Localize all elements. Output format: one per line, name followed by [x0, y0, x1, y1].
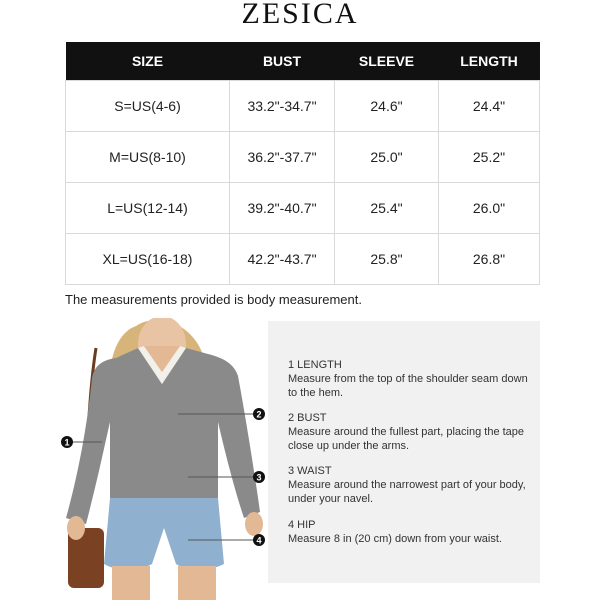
- guide-item-waist: [288, 464, 528, 506]
- table-row: [66, 132, 540, 183]
- table-row: [66, 183, 540, 234]
- cell-sleeve: 25.4": [335, 183, 439, 234]
- right-hand: [245, 512, 263, 536]
- cell-sleeve: 24.6": [335, 81, 439, 132]
- guide-desc: Measure around the fullest part, placing the tape close up under the arms.: [288, 426, 525, 452]
- guide-desc: Measure 8 in (20 cm) down from your waist.: [288, 533, 502, 545]
- cell-size: L=US(12-14): [66, 183, 230, 234]
- header-size: SIZE: [66, 42, 230, 81]
- guide-item-length: [288, 358, 528, 400]
- cell-length: 25.2": [439, 132, 540, 183]
- cell-bust: 39.2"-40.7": [230, 183, 335, 234]
- guide-desc: Measure around the narrowest part of your body, under your navel.: [288, 479, 526, 505]
- size-chart-table: [65, 42, 540, 285]
- header-sleeve: SLEEVE: [335, 42, 439, 81]
- marker-1-label: 1: [64, 437, 70, 448]
- table-header-row: [66, 42, 540, 81]
- cell-size: S=US(4-6): [66, 81, 230, 132]
- marker-1: [61, 436, 73, 448]
- measurement-note: The measurements provided is body measurement.: [65, 292, 362, 307]
- header-bust: BUST: [230, 42, 335, 81]
- guide-title: 2 BUST: [288, 412, 327, 424]
- table-row: [66, 234, 540, 285]
- left-hand: [67, 516, 85, 540]
- cell-bust: 36.2"-37.7": [230, 132, 335, 183]
- cell-length: 26.0": [439, 183, 540, 234]
- right-leg: [178, 566, 216, 600]
- guide-title: 4 HIP: [288, 519, 316, 531]
- marker-3: [253, 471, 265, 483]
- model-photo: [58, 318, 278, 600]
- guide-item-bust: [288, 411, 528, 453]
- marker-3-label: 3: [256, 472, 262, 483]
- cell-length: 24.4": [439, 81, 540, 132]
- cell-bust: 42.2"-43.7": [230, 234, 335, 285]
- guide-title: 3 WAIST: [288, 465, 332, 477]
- guide-item-hip: [288, 518, 528, 546]
- marker-2: [253, 408, 265, 420]
- cell-size: XL=US(16-18): [66, 234, 230, 285]
- guide-title: 1 LENGTH: [288, 359, 342, 371]
- denim-shorts: [104, 498, 224, 570]
- left-leg: [112, 566, 150, 600]
- header-length: LENGTH: [439, 42, 540, 81]
- guide-desc: Measure from the top of the shoulder seam down to the hem.: [288, 373, 528, 399]
- marker-4-label: 4: [256, 535, 262, 546]
- cell-bust: 33.2"-34.7": [230, 81, 335, 132]
- marker-2-label: 2: [256, 409, 262, 420]
- cell-length: 26.8": [439, 234, 540, 285]
- table-row: [66, 81, 540, 132]
- cell-sleeve: 25.0": [335, 132, 439, 183]
- cell-sleeve: 25.8": [335, 234, 439, 285]
- brand-logo: ZESICA: [241, 0, 359, 30]
- cell-size: M=US(8-10): [66, 132, 230, 183]
- marker-4: [253, 534, 265, 546]
